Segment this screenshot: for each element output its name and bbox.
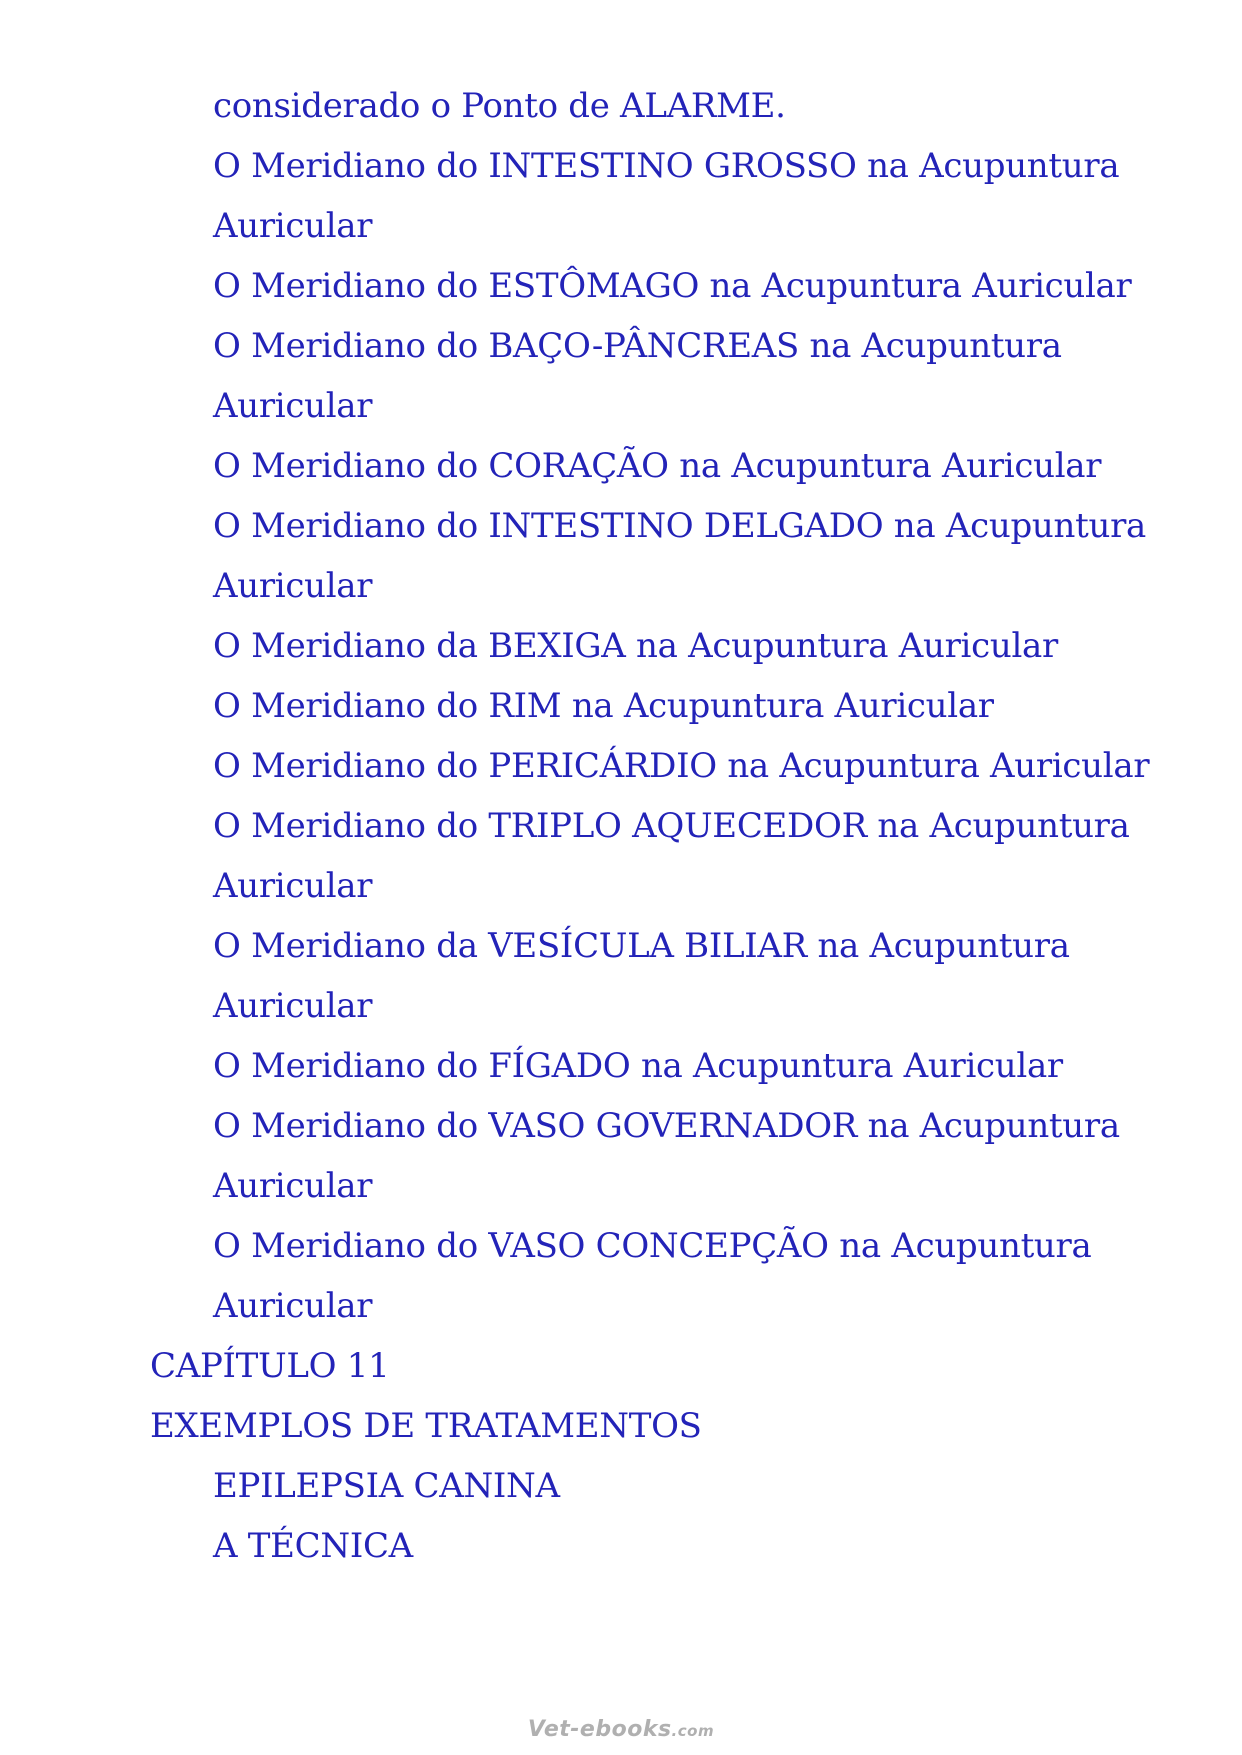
toc-entry xyxy=(0,436,1242,496)
toc-entry xyxy=(0,616,1242,676)
toc-entry xyxy=(0,556,1242,616)
toc-link[interactable]: O Meridiano do TRIPLO AQUECEDOR na Acupuntura xyxy=(213,806,1130,846)
toc-link[interactable]: O Meridiano do INTESTINO GROSSO na Acupuntura xyxy=(213,146,1120,186)
toc-link[interactable]: O Meridiano da VESÍCULA BILIAR na Acupuntura xyxy=(213,926,1070,966)
toc-link[interactable]: considerado o Ponto de ALARME. xyxy=(213,86,786,126)
toc-entry xyxy=(0,496,1242,556)
toc-link[interactable]: CAPÍTULO 11 xyxy=(150,1346,390,1386)
toc-link[interactable]: EPILEPSIA CANINA xyxy=(213,1466,560,1506)
toc-link[interactable]: Auricular xyxy=(213,1166,373,1206)
toc-link[interactable]: O Meridiano do RIM na Acupuntura Auricular xyxy=(213,686,994,726)
toc-entry xyxy=(0,76,1242,136)
toc-link[interactable]: O Meridiano da BEXIGA na Acupuntura Auricular xyxy=(213,626,1058,666)
toc-entry xyxy=(0,856,1242,916)
toc-link[interactable]: O Meridiano do VASO GOVERNADOR na Acupuntura xyxy=(213,1106,1120,1146)
watermark-logo xyxy=(0,1717,1242,1742)
toc-entry xyxy=(0,916,1242,976)
toc-entry xyxy=(0,1516,1242,1576)
toc-entry xyxy=(0,1216,1242,1276)
toc-entry xyxy=(0,976,1242,1036)
table-of-contents xyxy=(0,76,1242,1576)
toc-link[interactable]: O Meridiano do VASO CONCEPÇÃO na Acupuntura xyxy=(213,1226,1092,1266)
toc-link[interactable]: O Meridiano do FÍGADO na Acupuntura Auricular xyxy=(213,1046,1063,1086)
toc-entry xyxy=(0,256,1242,316)
toc-entry xyxy=(0,1456,1242,1516)
toc-link[interactable]: O Meridiano do INTESTINO DELGADO na Acupuntura xyxy=(213,506,1147,546)
toc-link[interactable]: Auricular xyxy=(213,566,373,606)
toc-link[interactable]: Auricular xyxy=(213,986,373,1026)
toc-link[interactable]: A TÉCNICA xyxy=(213,1526,413,1566)
toc-link[interactable]: O Meridiano do PERICÁRDIO na Acupuntura Auricular xyxy=(213,746,1150,786)
watermark-name: Vet-ebooks xyxy=(527,1717,672,1742)
toc-entry xyxy=(0,796,1242,856)
toc-link[interactable]: Auricular xyxy=(213,866,373,906)
toc-entry xyxy=(0,1276,1242,1336)
toc-link[interactable]: EXEMPLOS DE TRATAMENTOS xyxy=(150,1406,702,1446)
toc-link[interactable]: Auricular xyxy=(213,1286,373,1326)
toc-entry xyxy=(0,316,1242,376)
toc-entry xyxy=(0,676,1242,736)
toc-entry xyxy=(0,376,1242,436)
toc-entry xyxy=(0,1396,1242,1456)
toc-entry xyxy=(0,1096,1242,1156)
watermark-domain: .com xyxy=(671,1722,715,1740)
toc-link[interactable]: Auricular xyxy=(213,206,373,246)
toc-entry xyxy=(0,736,1242,796)
toc-link[interactable]: O Meridiano do ESTÔMAGO na Acupuntura Auricular xyxy=(213,266,1132,306)
toc-link[interactable]: Auricular xyxy=(213,386,373,426)
toc-entry xyxy=(0,196,1242,256)
toc-entry xyxy=(0,1036,1242,1096)
toc-entry xyxy=(0,136,1242,196)
toc-entry xyxy=(0,1156,1242,1216)
toc-link[interactable]: O Meridiano do CORAÇÃO na Acupuntura Auricular xyxy=(213,446,1102,486)
toc-link[interactable]: O Meridiano do BAÇO-PÂNCREAS na Acupuntura xyxy=(213,326,1062,366)
toc-entry xyxy=(0,1336,1242,1396)
